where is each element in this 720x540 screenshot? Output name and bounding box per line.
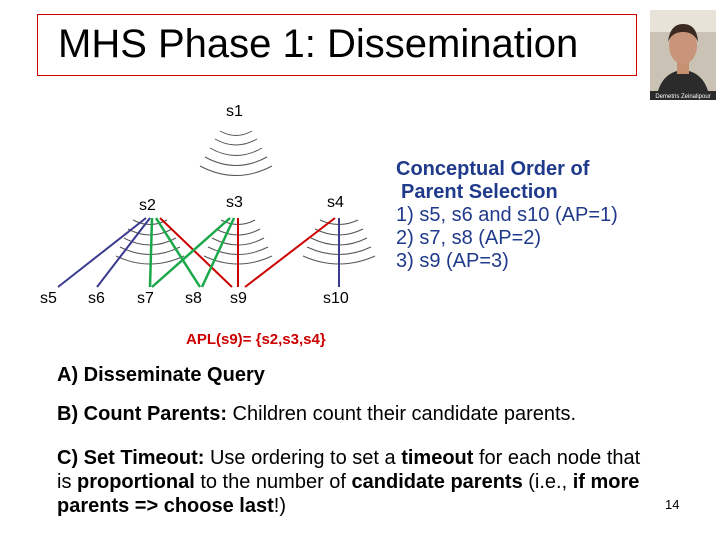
order-item-1: 1) s5, s6 and s10 (AP=1) [396,204,618,226]
node-s2: s2 [139,197,156,214]
step-c [57,446,657,518]
node-s1: s1 [226,103,243,120]
page-number: 14 [665,497,680,512]
step-b-label: B) Count Parents: [57,403,227,425]
order-heading-line1: Conceptual Order of [396,158,590,180]
step-c-text-4: (i.e., [522,471,573,493]
step-b [57,402,576,426]
order-item-2: 2) s7, s8 (AP=2) [396,227,542,249]
step-c-text-1: Use ordering to set a [204,447,402,469]
apl-annotation: APL(s9)= {s2,s3,s4} [186,331,326,348]
order-heading-line2: Parent Selection [401,181,558,203]
step-b-text: Children count their candidate parents. [227,403,577,425]
step-c-keyword-timeout: timeout [401,447,474,469]
step-c-keyword-choose-last: if more parents => choose last [57,471,640,517]
step-c-keyword-proportional: proportional [77,471,195,493]
s1-broadcast-waves [200,131,272,176]
step-c-text-5: !) [273,495,286,517]
step-c-text-3: to the number of [194,471,352,493]
node-s6: s6 [88,290,105,307]
node-s9: s9 [230,290,247,307]
step-c-text-2: for each node that is [57,447,641,493]
step-c-label: C) Set Timeout: [57,447,205,469]
edge-s2-s7 [150,218,152,287]
node-s3: s3 [226,194,243,211]
node-s8: s8 [185,290,202,307]
parent-selection-order [396,158,618,273]
step-a: A) Disseminate Query [57,364,265,386]
order-item-3: 3) s9 (AP=3) [396,250,509,272]
step-c-keyword-candidate-parents: candidate parents [351,471,523,493]
slide-title: MHS Phase 1: Dissemination [58,22,579,66]
edge-s2-s6 [97,218,150,287]
node-s10: s10 [323,290,349,307]
node-s7: s7 [137,290,154,307]
node-s4: s4 [327,194,344,211]
photo-caption: Demetris Zeinalipour [655,94,711,100]
node-s5: s5 [40,290,57,307]
